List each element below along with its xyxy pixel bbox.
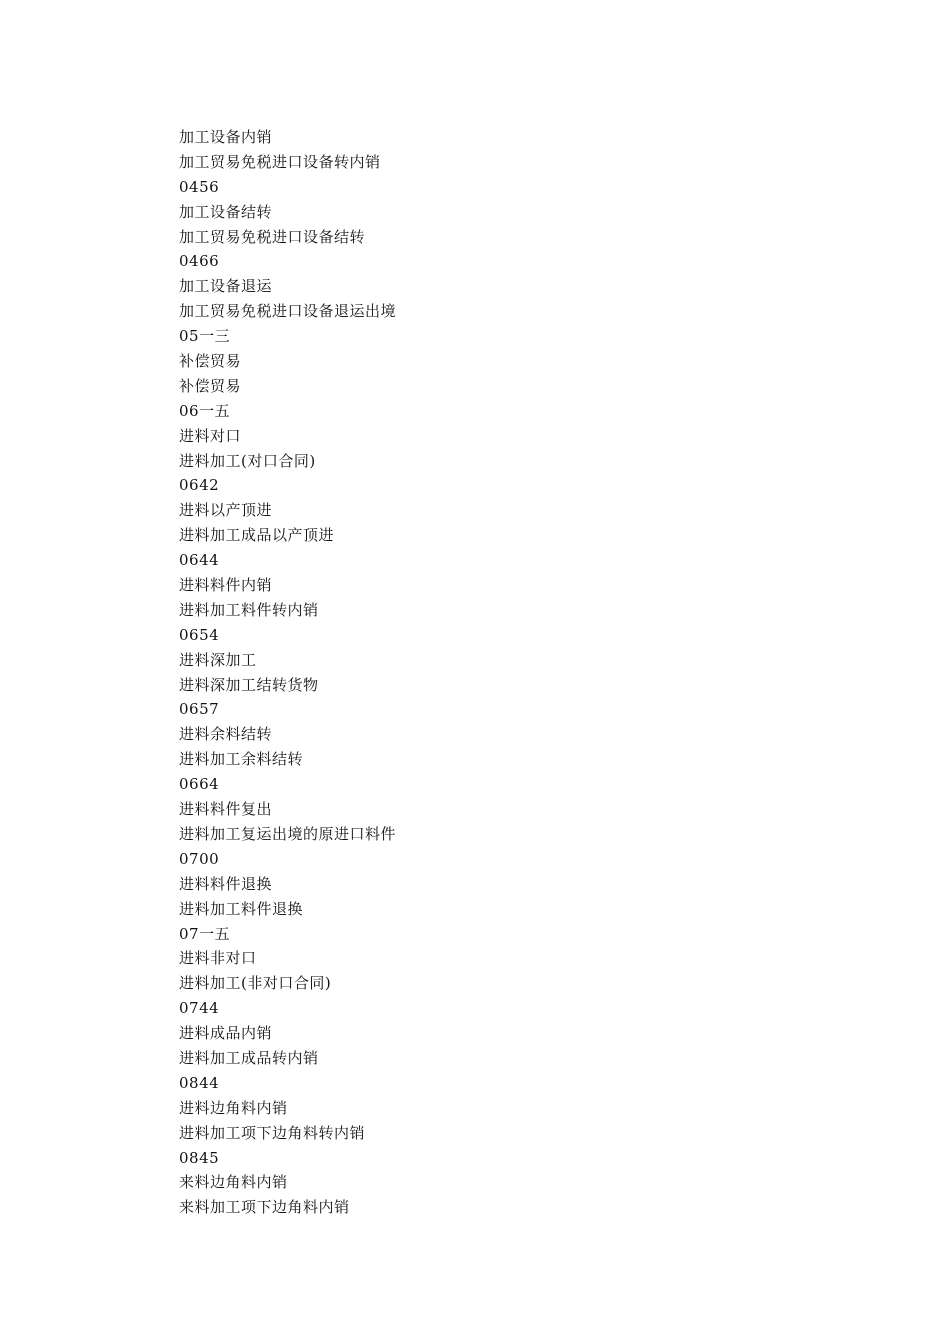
text-line: 0657 xyxy=(179,700,220,719)
text-line: 加工设备内销 xyxy=(179,128,273,146)
text-line: 来料加工项下边角料内销 xyxy=(179,1198,350,1217)
text-line: 进料加工料件退换 xyxy=(179,899,304,918)
text-line: 进料边角料内销 xyxy=(179,1098,288,1117)
text-line: 0700 xyxy=(179,849,220,868)
text-line: 进料深加工 xyxy=(179,650,257,669)
text-line: 进料以产顶进 xyxy=(179,501,273,520)
text-line: 进料成品内销 xyxy=(179,1024,273,1043)
text-line: 0845 xyxy=(179,1148,220,1167)
text-line: 进料加工复运出境的原进口料件 xyxy=(179,824,397,843)
text-line: 0466 xyxy=(179,252,220,271)
text-line: 0644 xyxy=(179,551,220,570)
text-line: 0642 xyxy=(179,476,220,495)
text-line: 进料余料结转 xyxy=(179,725,273,744)
text-line: 来料边角料内销 xyxy=(179,1173,288,1192)
text-block xyxy=(179,125,779,1220)
text-line: 06一五 xyxy=(179,401,231,420)
text-line: 07一五 xyxy=(179,924,231,943)
text-line: 进料加工成品以产顶进 xyxy=(179,526,335,545)
text-line: 补偿贸易 xyxy=(179,376,242,395)
text-line: 进料对口 xyxy=(179,426,242,445)
text-line: 05一三 xyxy=(179,327,231,346)
text-line: 0456 xyxy=(179,177,220,196)
text-line: 加工贸易免税进口设备退运出境 xyxy=(179,302,397,321)
text-line: 进料加工余料结转 xyxy=(179,750,304,769)
text-line: 加工贸易免税进口设备结转 xyxy=(179,227,366,246)
text-line: 加工贸易免税进口设备转内销 xyxy=(179,152,381,171)
text-line: 0654 xyxy=(179,625,220,644)
text-line: 进料料件复出 xyxy=(179,800,273,819)
text-line: 进料深加工结转货物 xyxy=(179,675,319,694)
text-line: 0664 xyxy=(179,775,220,794)
text-line: 加工设备退运 xyxy=(179,277,273,296)
text-line: 进料加工成品转内销 xyxy=(179,1048,319,1067)
text-line: 进料加工料件转内销 xyxy=(179,600,319,619)
text-line: 0844 xyxy=(179,1073,220,1092)
text-line: 进料加工(对口合同) xyxy=(179,451,316,470)
text-line: 加工设备结转 xyxy=(179,202,273,221)
text-line: 进料非对口 xyxy=(179,949,257,968)
text-line: 进料加工(非对口合同) xyxy=(179,974,332,993)
text-line: 进料加工项下边角料转内销 xyxy=(179,1123,366,1142)
text-line: 0744 xyxy=(179,999,220,1018)
text-line: 补偿贸易 xyxy=(179,352,242,371)
text-line: 进料料件内销 xyxy=(179,576,273,595)
text-line: 进料料件退换 xyxy=(179,874,273,893)
